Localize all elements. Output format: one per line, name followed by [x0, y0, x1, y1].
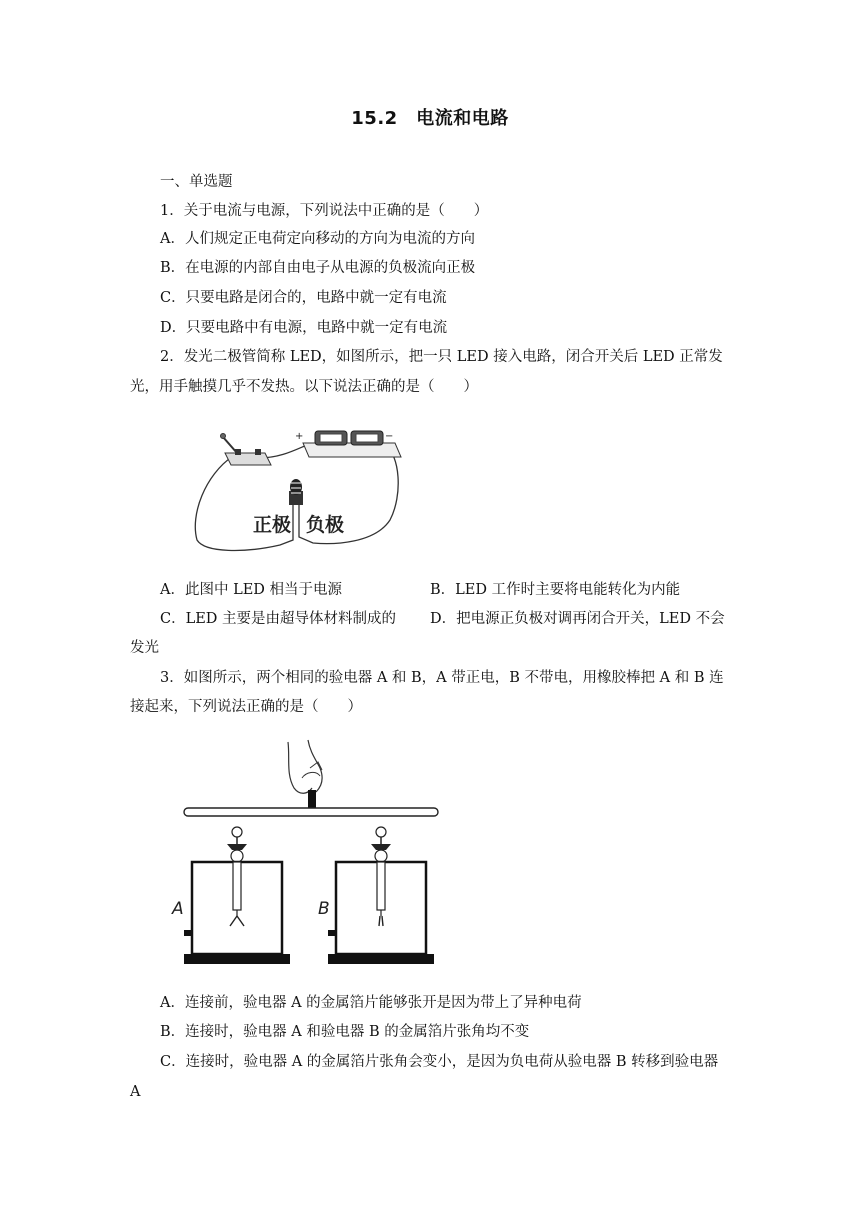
- q2-option-b: B．LED 工作时主要将电能转化为内能: [430, 582, 681, 598]
- q2-option-d-line2: 发光: [130, 640, 159, 656]
- q3-option-c-line2: A: [130, 1084, 141, 1100]
- battery-plus-label: +: [295, 431, 304, 442]
- q1-option-d: D．只要电路中有电源，电路中就一定有电流: [160, 320, 448, 336]
- page-title: 15.2 电流和电路: [351, 108, 509, 129]
- led-negative-label: 负极: [306, 514, 345, 536]
- q2-stem-line1: 2．发光二极管简称 LED，如图所示，把一只 LED 接入电路，闭合开关后 LED 正常发: [160, 349, 723, 365]
- electroscope-b-label: B: [318, 899, 330, 919]
- led-circuit-figure: [185, 425, 415, 555]
- q1-option-a: A．人们规定正电荷定向移动的方向为电流的方向: [160, 231, 475, 247]
- q3-option-b: B．连接时，验电器 A 和验电器 B 的金属箔片张角均不变: [160, 1024, 530, 1040]
- q3-stem-line2: 接起来，下列说法正确的是（ ）: [130, 699, 362, 715]
- electroscope-a-label: A: [172, 899, 184, 919]
- q2-option-a: A．此图中 LED 相当于电源: [160, 582, 343, 598]
- q3-option-a: A．连接前，验电器 A 的金属箔片能够张开是因为带上了异种电荷: [160, 995, 582, 1011]
- battery-minus-label: −: [385, 431, 394, 442]
- q1-option-b: B．在电源的内部自由电子从电源的负极流向正极: [160, 260, 476, 276]
- q3-stem-line1: 3．如图所示，两个相同的验电器 A 和 B，A 带正电，B 不带电，用橡胶棒把 A 和 B 连: [160, 670, 724, 686]
- q2-stem-line2: 光，用手触摸几乎不发热。以下说法正确的是（ ）: [130, 379, 478, 395]
- q1-stem: 1．关于电流与电源，下列说法中正确的是（ ）: [160, 203, 489, 219]
- led-positive-label: 正极: [253, 514, 292, 536]
- electroscope-figure: [170, 738, 445, 974]
- q2-option-d-line1: D．把电源正负极对调再闭合开关，LED 不会: [430, 611, 725, 627]
- section-heading: 一、单选题: [160, 174, 233, 190]
- q2-option-c: C．LED 主要是由超导体材料制成的: [160, 611, 397, 627]
- q3-option-c-line1: C．连接时，验电器 A 的金属箔片张角会变小，是因为负电荷从验电器 B 转移到验电器: [160, 1054, 719, 1070]
- q1-option-c: C．只要电路是闭合的，电路中就一定有电流: [160, 290, 447, 306]
